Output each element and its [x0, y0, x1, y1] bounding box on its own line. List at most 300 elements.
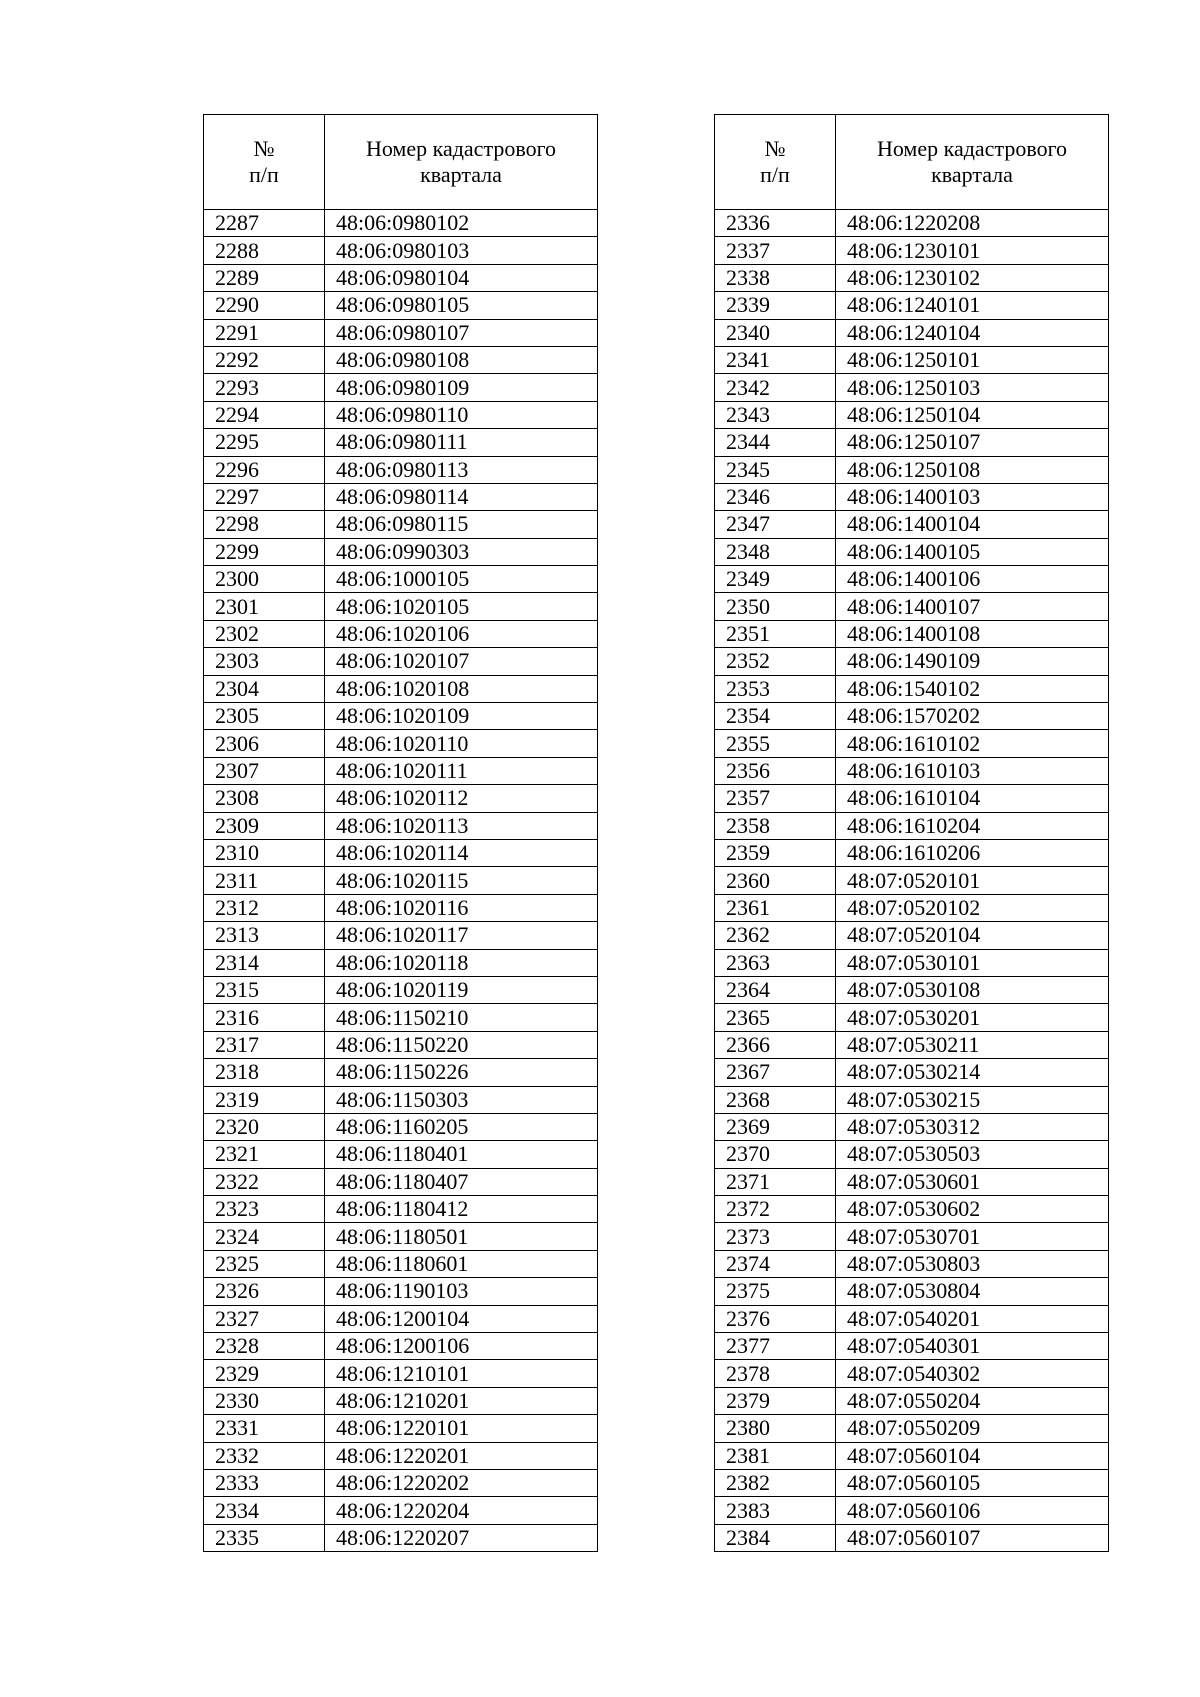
row-number: 2325 — [204, 1250, 325, 1277]
table-row — [204, 1196, 598, 1223]
table-row — [715, 1168, 1109, 1195]
table-row — [715, 401, 1109, 428]
row-number: 2344 — [715, 429, 836, 456]
cadastral-quarter-number: 48:07:0530214 — [836, 1059, 1109, 1086]
row-number: 2373 — [715, 1223, 836, 1250]
row-number: 2375 — [715, 1278, 836, 1305]
cadastral-quarter-number: 48:06:1020117 — [325, 922, 598, 949]
row-number: 2337 — [715, 237, 836, 264]
cadastral-quarter-number: 48:06:1610204 — [836, 812, 1109, 839]
row-number: 2353 — [715, 675, 836, 702]
table-row — [204, 1278, 598, 1305]
table-body-right — [715, 210, 1109, 1552]
row-number: 2341 — [715, 346, 836, 373]
row-number: 2295 — [204, 429, 325, 456]
row-number: 2309 — [204, 812, 325, 839]
cadastral-quarter-number: 48:06:1180412 — [325, 1196, 598, 1223]
table-row — [204, 1250, 598, 1277]
table-row — [204, 812, 598, 839]
cadastral-quarter-number: 48:07:0560104 — [836, 1442, 1109, 1469]
table-row — [204, 1305, 598, 1332]
row-number: 2378 — [715, 1360, 836, 1387]
header-number-abbrev: п/п — [249, 162, 279, 187]
cadastral-quarter-number: 48:06:1220202 — [325, 1469, 598, 1496]
row-number: 2290 — [204, 292, 325, 319]
table-row — [204, 429, 598, 456]
table-row — [715, 1086, 1109, 1113]
header-number-abbrev: п/п — [760, 162, 790, 187]
table-row — [204, 675, 598, 702]
table-row — [715, 374, 1109, 401]
cadastral-quarter-number: 48:06:1490109 — [836, 648, 1109, 675]
row-number: 2379 — [715, 1387, 836, 1414]
table-row — [715, 620, 1109, 647]
cadastral-quarter-number: 48:06:1180601 — [325, 1250, 598, 1277]
row-number: 2342 — [715, 374, 836, 401]
row-number: 2359 — [715, 839, 836, 866]
table-row — [715, 210, 1109, 237]
cadastral-quarter-number: 48:06:1230102 — [836, 264, 1109, 291]
cadastral-quarter-number: 48:06:0980110 — [325, 401, 598, 428]
table-row — [715, 1031, 1109, 1058]
table-row — [715, 292, 1109, 319]
cadastral-quarter-number: 48:07:0540201 — [836, 1305, 1109, 1332]
table-row — [715, 839, 1109, 866]
row-number: 2316 — [204, 1004, 325, 1031]
table-row — [715, 1415, 1109, 1442]
cadastral-quarter-number: 48:07:0530803 — [836, 1250, 1109, 1277]
row-number: 2358 — [715, 812, 836, 839]
row-number: 2331 — [204, 1415, 325, 1442]
row-number: 2362 — [715, 922, 836, 949]
cadastral-quarter-number: 48:06:1240104 — [836, 319, 1109, 346]
cadastral-quarter-number: 48:06:1020114 — [325, 839, 598, 866]
row-number: 2357 — [715, 785, 836, 812]
row-number: 2328 — [204, 1333, 325, 1360]
table-row — [204, 1333, 598, 1360]
cadastral-quarter-number: 48:06:1020113 — [325, 812, 598, 839]
cadastral-quarter-number: 48:06:1150210 — [325, 1004, 598, 1031]
table-row — [715, 1196, 1109, 1223]
cadastral-quarter-number: 48:06:1400103 — [836, 483, 1109, 510]
cadastral-quarter-number: 48:06:1020109 — [325, 703, 598, 730]
table-row — [715, 1278, 1109, 1305]
cadastral-quarter-number: 48:06:0980102 — [325, 210, 598, 237]
cadastral-quarter-number: 48:07:0520102 — [836, 894, 1109, 921]
row-number: 2307 — [204, 757, 325, 784]
table-row — [715, 867, 1109, 894]
row-number: 2335 — [204, 1524, 325, 1551]
row-number: 2366 — [715, 1031, 836, 1058]
row-number: 2381 — [715, 1442, 836, 1469]
table-row — [715, 1524, 1109, 1551]
cadastral-quarter-number: 48:06:0980115 — [325, 511, 598, 538]
table-row — [715, 429, 1109, 456]
table-row — [715, 730, 1109, 757]
cadastral-quarter-number: 48:06:1220101 — [325, 1415, 598, 1442]
table-row — [204, 1415, 598, 1442]
table-row — [204, 593, 598, 620]
table-row — [204, 839, 598, 866]
cadastral-quarter-number: 48:06:1150220 — [325, 1031, 598, 1058]
table-row — [715, 976, 1109, 1003]
table-row — [204, 374, 598, 401]
cadastral-quarter-number: 48:07:0530312 — [836, 1113, 1109, 1140]
row-number: 2310 — [204, 839, 325, 866]
table-row — [204, 264, 598, 291]
table-row — [204, 292, 598, 319]
cadastral-quarter-number: 48:06:1180401 — [325, 1141, 598, 1168]
row-number: 2334 — [204, 1497, 325, 1524]
row-number: 2293 — [204, 374, 325, 401]
row-number: 2343 — [715, 401, 836, 428]
table-row — [715, 757, 1109, 784]
row-number: 2356 — [715, 757, 836, 784]
row-number: 2367 — [715, 1059, 836, 1086]
cadastral-quarter-number: 48:06:0980105 — [325, 292, 598, 319]
row-number: 2348 — [715, 538, 836, 565]
table-row — [204, 620, 598, 647]
row-number: 2320 — [204, 1113, 325, 1140]
table-row — [204, 1469, 598, 1496]
table-row — [204, 1004, 598, 1031]
table-row — [204, 566, 598, 593]
table-row — [715, 264, 1109, 291]
row-number: 2336 — [715, 210, 836, 237]
row-number: 2322 — [204, 1168, 325, 1195]
cadastral-quarter-number: 48:06:1200104 — [325, 1305, 598, 1332]
table-row — [204, 1031, 598, 1058]
header-number-symbol: № — [764, 136, 786, 161]
row-number: 2326 — [204, 1278, 325, 1305]
row-number: 2349 — [715, 566, 836, 593]
row-number: 2329 — [204, 1360, 325, 1387]
table-row — [204, 1113, 598, 1140]
cadastral-quarter-number: 48:07:0530201 — [836, 1004, 1109, 1031]
cadastral-quarter-number: 48:06:1250104 — [836, 401, 1109, 428]
row-number: 2324 — [204, 1223, 325, 1250]
cadastral-quarter-number: 48:06:1610104 — [836, 785, 1109, 812]
table-row — [715, 703, 1109, 730]
table-row — [715, 566, 1109, 593]
table-row — [715, 1059, 1109, 1086]
table-row — [715, 593, 1109, 620]
table-row — [204, 703, 598, 730]
table-row — [715, 237, 1109, 264]
cadastral-table-left — [203, 114, 598, 1552]
cadastral-quarter-number: 48:07:0530804 — [836, 1278, 1109, 1305]
cadastral-quarter-number: 48:06:0980107 — [325, 319, 598, 346]
row-number: 2368 — [715, 1086, 836, 1113]
row-number: 2323 — [204, 1196, 325, 1223]
header-code-line1: Номер кадастрового — [365, 136, 557, 161]
cadastral-quarter-number: 48:06:1210201 — [325, 1387, 598, 1414]
row-number: 2339 — [715, 292, 836, 319]
table-row — [204, 511, 598, 538]
cadastral-quarter-number: 48:06:1400106 — [836, 566, 1109, 593]
row-number: 2384 — [715, 1524, 836, 1551]
row-number: 2311 — [204, 867, 325, 894]
row-number: 2333 — [204, 1469, 325, 1496]
table-row — [715, 785, 1109, 812]
cadastral-quarter-number: 48:06:1020110 — [325, 730, 598, 757]
table-row — [204, 922, 598, 949]
row-number: 2321 — [204, 1141, 325, 1168]
cadastral-quarter-number: 48:06:1160205 — [325, 1113, 598, 1140]
column-header-cadastral-quarter — [836, 115, 1109, 210]
cadastral-quarter-number: 48:07:0540301 — [836, 1333, 1109, 1360]
table-row — [204, 894, 598, 921]
cadastral-quarter-number: 48:06:1150226 — [325, 1059, 598, 1086]
row-number: 2332 — [204, 1442, 325, 1469]
table-row — [715, 511, 1109, 538]
row-number: 2291 — [204, 319, 325, 346]
row-number: 2297 — [204, 483, 325, 510]
row-number: 2347 — [715, 511, 836, 538]
table-row — [715, 1113, 1109, 1140]
table-row — [715, 812, 1109, 839]
cadastral-quarter-number: 48:06:1020111 — [325, 757, 598, 784]
cadastral-quarter-number: 48:06:0980103 — [325, 237, 598, 264]
row-number: 2350 — [715, 593, 836, 620]
cadastral-quarter-number: 48:06:1150303 — [325, 1086, 598, 1113]
table-row — [204, 1223, 598, 1250]
table-row — [204, 1360, 598, 1387]
cadastral-quarter-number: 48:06:0980104 — [325, 264, 598, 291]
table-row — [715, 319, 1109, 346]
row-number: 2351 — [715, 620, 836, 647]
cadastral-quarter-number: 48:06:0980109 — [325, 374, 598, 401]
row-number: 2318 — [204, 1059, 325, 1086]
table-row — [204, 1141, 598, 1168]
cadastral-quarter-number: 48:06:0980111 — [325, 429, 598, 456]
table-row — [715, 1360, 1109, 1387]
cadastral-table-right — [714, 114, 1109, 1552]
row-number: 2294 — [204, 401, 325, 428]
cadastral-quarter-number: 48:07:0530108 — [836, 976, 1109, 1003]
table-row — [715, 1223, 1109, 1250]
cadastral-quarter-number: 48:06:1210101 — [325, 1360, 598, 1387]
cadastral-quarter-number: 48:07:0560105 — [836, 1469, 1109, 1496]
cadastral-quarter-number: 48:06:1180407 — [325, 1168, 598, 1195]
cadastral-quarter-number: 48:06:1200106 — [325, 1333, 598, 1360]
table-row — [204, 1442, 598, 1469]
row-number: 2303 — [204, 648, 325, 675]
table-row — [715, 1497, 1109, 1524]
cadastral-quarter-number: 48:07:0540302 — [836, 1360, 1109, 1387]
cadastral-quarter-number: 48:06:1020108 — [325, 675, 598, 702]
cadastral-quarter-number: 48:07:0530601 — [836, 1168, 1109, 1195]
cadastral-quarter-number: 48:06:1610103 — [836, 757, 1109, 784]
row-number: 2354 — [715, 703, 836, 730]
cadastral-quarter-number: 48:06:1250103 — [836, 374, 1109, 401]
table-row — [204, 730, 598, 757]
table-row — [715, 538, 1109, 565]
table-row — [204, 949, 598, 976]
cadastral-quarter-number: 48:06:1020105 — [325, 593, 598, 620]
cadastral-quarter-number: 48:06:1230101 — [836, 237, 1109, 264]
table-row — [204, 1497, 598, 1524]
header-code-line2: квартала — [420, 162, 502, 187]
table-row — [204, 1059, 598, 1086]
row-number: 2363 — [715, 949, 836, 976]
table-row — [204, 210, 598, 237]
cadastral-quarter-number: 48:07:0530211 — [836, 1031, 1109, 1058]
cadastral-quarter-number: 48:06:0980108 — [325, 346, 598, 373]
table-row — [204, 237, 598, 264]
cadastral-quarter-number: 48:06:1020118 — [325, 949, 598, 976]
cadastral-quarter-number: 48:06:1570202 — [836, 703, 1109, 730]
row-number: 2383 — [715, 1497, 836, 1524]
table-row — [204, 976, 598, 1003]
cadastral-quarter-number: 48:06:0980113 — [325, 456, 598, 483]
cadastral-quarter-number: 48:06:0980114 — [325, 483, 598, 510]
row-number: 2306 — [204, 730, 325, 757]
cadastral-quarter-number: 48:06:1610206 — [836, 839, 1109, 866]
table-row — [715, 648, 1109, 675]
row-number: 2376 — [715, 1305, 836, 1332]
table-row — [715, 1305, 1109, 1332]
row-number: 2313 — [204, 922, 325, 949]
cadastral-quarter-number: 48:07:0550204 — [836, 1387, 1109, 1414]
row-number: 2382 — [715, 1469, 836, 1496]
row-number: 2308 — [204, 785, 325, 812]
row-number: 2374 — [715, 1250, 836, 1277]
table-row — [715, 675, 1109, 702]
cadastral-quarter-number: 48:06:1610102 — [836, 730, 1109, 757]
table-body-left — [204, 210, 598, 1552]
row-number: 2296 — [204, 456, 325, 483]
cadastral-quarter-number: 48:07:0520104 — [836, 922, 1109, 949]
row-number: 2352 — [715, 648, 836, 675]
row-number: 2360 — [715, 867, 836, 894]
cadastral-quarter-number: 48:06:1220207 — [325, 1524, 598, 1551]
table-row — [204, 1168, 598, 1195]
row-number: 2302 — [204, 620, 325, 647]
row-number: 2355 — [715, 730, 836, 757]
header-number-symbol: № — [253, 136, 275, 161]
table-row — [715, 1250, 1109, 1277]
cadastral-quarter-number: 48:06:1190103 — [325, 1278, 598, 1305]
row-number: 2372 — [715, 1196, 836, 1223]
table-row — [204, 401, 598, 428]
row-number: 2327 — [204, 1305, 325, 1332]
cadastral-quarter-number: 48:07:0530701 — [836, 1223, 1109, 1250]
row-number: 2288 — [204, 237, 325, 264]
row-number: 2298 — [204, 511, 325, 538]
table-row — [715, 949, 1109, 976]
row-number: 2301 — [204, 593, 325, 620]
table-row — [715, 1004, 1109, 1031]
table-row — [204, 785, 598, 812]
cadastral-quarter-number: 48:06:1250108 — [836, 456, 1109, 483]
cadastral-quarter-number: 48:06:1220208 — [836, 210, 1109, 237]
table-row — [715, 894, 1109, 921]
table-row — [204, 1524, 598, 1551]
row-number: 2315 — [204, 976, 325, 1003]
header-code-line2: квартала — [931, 162, 1013, 187]
row-number: 2361 — [715, 894, 836, 921]
row-number: 2364 — [715, 976, 836, 1003]
cadastral-quarter-number: 48:06:1240101 — [836, 292, 1109, 319]
row-number: 2299 — [204, 538, 325, 565]
row-number: 2345 — [715, 456, 836, 483]
row-number: 2304 — [204, 675, 325, 702]
table-row — [715, 456, 1109, 483]
table-row — [715, 1141, 1109, 1168]
row-number: 2317 — [204, 1031, 325, 1058]
cadastral-quarter-number: 48:06:1220204 — [325, 1497, 598, 1524]
cadastral-quarter-number: 48:06:1020107 — [325, 648, 598, 675]
table-row — [204, 538, 598, 565]
cadastral-quarter-number: 48:07:0560106 — [836, 1497, 1109, 1524]
row-number: 2371 — [715, 1168, 836, 1195]
row-number: 2365 — [715, 1004, 836, 1031]
row-number: 2346 — [715, 483, 836, 510]
table-row — [715, 1387, 1109, 1414]
table-row — [204, 867, 598, 894]
table-row — [204, 648, 598, 675]
cadastral-quarter-number: 48:07:0530215 — [836, 1086, 1109, 1113]
row-number: 2312 — [204, 894, 325, 921]
cadastral-quarter-number: 48:06:1020106 — [325, 620, 598, 647]
table-row — [715, 1333, 1109, 1360]
table-row — [204, 483, 598, 510]
table-row — [204, 346, 598, 373]
table-row — [204, 757, 598, 784]
cadastral-quarter-number: 48:06:1180501 — [325, 1223, 598, 1250]
cadastral-quarter-number: 48:06:0990303 — [325, 538, 598, 565]
cadastral-quarter-number: 48:06:1020119 — [325, 976, 598, 1003]
cadastral-quarter-number: 48:06:1020112 — [325, 785, 598, 812]
row-number: 2377 — [715, 1333, 836, 1360]
cadastral-quarter-number: 48:06:1400107 — [836, 593, 1109, 620]
table-row — [715, 1469, 1109, 1496]
row-number: 2292 — [204, 346, 325, 373]
table-row — [204, 1387, 598, 1414]
row-number: 2300 — [204, 566, 325, 593]
cadastral-quarter-number: 48:07:0560107 — [836, 1524, 1109, 1551]
cadastral-quarter-number: 48:07:0520101 — [836, 867, 1109, 894]
row-number: 2338 — [715, 264, 836, 291]
row-number: 2289 — [204, 264, 325, 291]
row-number: 2330 — [204, 1387, 325, 1414]
row-number: 2314 — [204, 949, 325, 976]
row-number: 2319 — [204, 1086, 325, 1113]
table-row — [715, 346, 1109, 373]
row-number: 2380 — [715, 1415, 836, 1442]
row-number: 2305 — [204, 703, 325, 730]
cadastral-quarter-number: 48:07:0550209 — [836, 1415, 1109, 1442]
table-row — [715, 1442, 1109, 1469]
cadastral-quarter-number: 48:06:1250107 — [836, 429, 1109, 456]
column-header-cadastral-quarter — [325, 115, 598, 210]
cadastral-quarter-number: 48:07:0530503 — [836, 1141, 1109, 1168]
cadastral-quarter-number: 48:06:1400105 — [836, 538, 1109, 565]
cadastral-quarter-number: 48:06:1250101 — [836, 346, 1109, 373]
table-header-row — [715, 115, 1109, 210]
cadastral-quarter-number: 48:06:1020115 — [325, 867, 598, 894]
row-number: 2287 — [204, 210, 325, 237]
cadastral-quarter-number: 48:06:1540102 — [836, 675, 1109, 702]
header-code-line1: Номер кадастрового — [876, 136, 1068, 161]
table-row — [204, 456, 598, 483]
cadastral-quarter-number: 48:06:1220201 — [325, 1442, 598, 1469]
row-number: 2340 — [715, 319, 836, 346]
table-header-row — [204, 115, 598, 210]
cadastral-quarter-number: 48:07:0530101 — [836, 949, 1109, 976]
cadastral-quarter-number: 48:06:1400108 — [836, 620, 1109, 647]
